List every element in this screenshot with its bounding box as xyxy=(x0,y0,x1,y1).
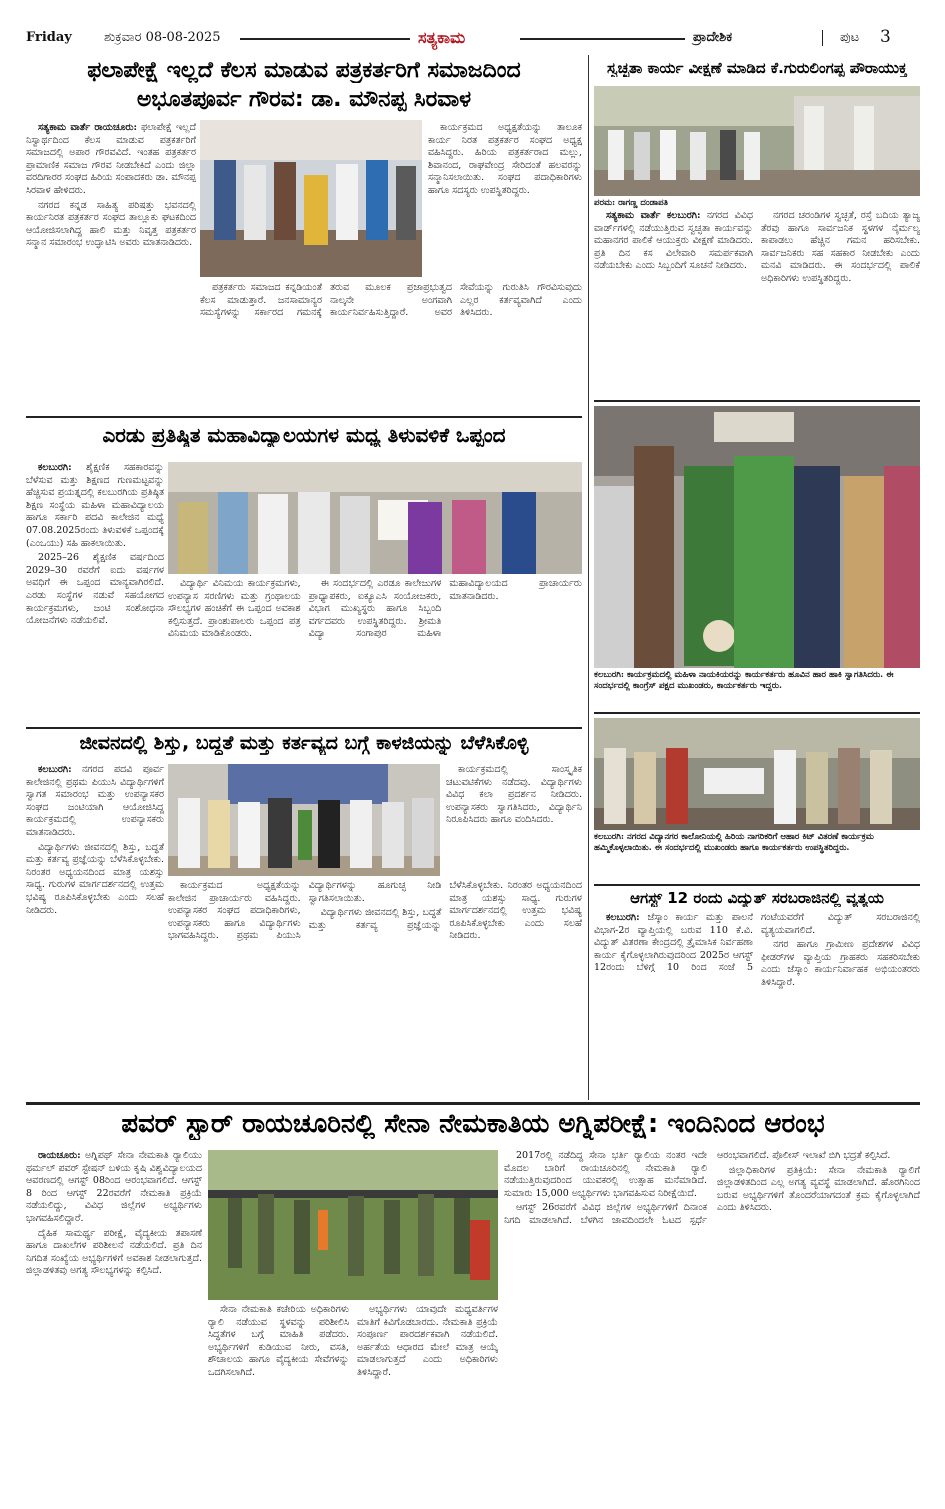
story3-headline: ಎರಡು ಪ್ರತಿಷ್ಠಿತ ಮಹಾವಿದ್ಯಾಲಯಗಳ ಮಧ್ಯ ತಿಳುವಳಿಕೆ ಒಪ್ಪಂದ xyxy=(102,424,506,447)
day-label: Friday xyxy=(26,30,72,45)
story1-column-left xyxy=(26,122,196,412)
story4-photo xyxy=(594,406,920,668)
story2-byline: ಸತ್ಯಕಾಮ ವಾರ್ತೆ ಕಲಬುರಗಿ: xyxy=(606,210,701,221)
story-divider xyxy=(594,712,920,714)
story1-column-right xyxy=(428,122,582,282)
story1-byline: ಸತ್ಯಕಾಮ ವಾರ್ತೆ ರಾಯಚೂರು: xyxy=(38,122,138,133)
masthead-rule-right xyxy=(520,38,685,40)
story2-headline: ಸ್ವಚ್ಛತಾ ಕಾರ್ಯ ವೀಕ್ಷಣೆ ಮಾಡಿದ ಕೆ.ಗುರುಲಿಂಗಪ್ಪ ಪೌರಾಯುಕ್ತ xyxy=(606,60,908,77)
story8-paragraph: ದೈಹಿಕ ಸಾಮರ್ಥ್ಯ ಪರೀಕ್ಷೆ, ವೈದ್ಯಕೀಯ ತಪಾಸಣೆ ಹಾಗೂ ದಾಖಲೆಗಳ ಪರಿಶೀಲನೆ ನಡೆಯಲಿದೆ. ಪ್ರತಿ ದಿನ ನಿಗದಿತ ಸಂಖ್ಯೆಯ ಅಭ್ಯರ್ಥಿಗಳಿಗೆ ಅವಕಾಶ ನೀಡಲಾಗುತ್ತದೆ. ಜಿಲ್ಲಾಡಳಿತವು ಅಗತ್ಯ ಸೌಲಭ್ಯಗಳನ್ನು ಕಲ್ಪಿಸಿದೆ. xyxy=(26,1227,202,1277)
story3-photo xyxy=(168,462,582,574)
story1-headline-line2: ಅಭೂತಪೂರ್ವ ಗೌರವ: ಡಾ. ಮೌನಪ್ಪ ಸಿರವಾಳ xyxy=(136,87,472,112)
story8-column-2 xyxy=(208,1304,498,1500)
story7-headline: ಆಗಸ್ಟ್ 12 ರಂದು ವಿದ್ಯುತ್ ಸರಬರಾಜಿನಲ್ಲಿ ವ್ಯತ್ಯಯ xyxy=(630,890,884,907)
story2-paragraph: ನಗರದ ಚರಂಡಿಗಳ ಸ್ವಚ್ಛತೆ, ರಸ್ತೆ ಬದಿಯ ತ್ಯಾಜ್ಯ ತೆರವು ಹಾಗೂ ಸಾರ್ವಜನಿಕ ಸ್ಥಳಗಳ ನೈರ್ಮಲ್ಯ ಕಾಪಾಡಲು ಹೆಚ್ಚಿನ ಗಮನ ಹರಿಸಬೇಕು. ಸಾರ್ವಜನಿಕರು ಸಹ ಸಹಕಾರ ನೀಡಬೇಕು ಎಂದು ಮನವಿ ಮಾಡಿದರು. ಈ ಸಂದರ್ಭದಲ್ಲಿ ಪಾಲಿಕೆ ಅಧಿಕಾರಿಗಳು ಉಪಸ್ಥಿತರಿದ್ದರು. xyxy=(761,210,920,284)
page-number: 3 xyxy=(880,27,891,47)
story3-paragraph: ಶೈಕ್ಷಣಿಕ ಸಹಕಾರವನ್ನು ಬೆಳೆಸುವ ಮತ್ತು ಶಿಕ್ಷಣದ ಗುಣಮಟ್ಟವನ್ನು ಹೆಚ್ಚಿಸುವ ಪ್ರಯತ್ನದಲ್ಲಿ ಕಲಬುರಗಿಯ ಪ್ರತಿಷ್ಠಿತ ಶಿಕ್ಷಣ ಸಂಸ್ಥೆಯ ಮಹಿಳಾ ಮಹಾವಿದ್ಯಾಲಯ ಹಾಗೂ ಸರ್ಕಾರಿ ಪದವಿ ಕಾಲೇಜಿನ ಮಧ್ಯೆ 07.08.2025ರಂದು ತಿಳುವಳಿಕೆ ಒಪ್ಪಂದಕ್ಕೆ (ಎಂಒಯು) ಸಹಿ ಹಾಕಲಾಯಿತು. xyxy=(26,462,164,549)
story8-byline: ರಾಯಚೂರು: xyxy=(38,1150,81,1161)
story-divider xyxy=(26,416,582,418)
story2-text xyxy=(594,210,920,396)
story2-photo xyxy=(594,86,920,196)
story3-paragraph: ಈ ಸಂದರ್ಭದಲ್ಲಿ ಎರಡೂ ಕಾಲೇಜುಗಳ ಪ್ರಾಧ್ಯಾಪಕರು, ಐಕ್ಯೂಎಸಿ ಸಂಯೋಜಕರು, ವಿಭಾಗ ಮುಖ್ಯಸ್ಥರು ಹಾಗೂ ಸಿಬ್ಬಂದಿ ವರ್ಗದವರು ಉಪಸ್ಥಿತರಿದ್ದರು. ಶ್ರೀಮತಿ ವಿದ್ಯಾ ಸಂಗಾಪುರ ಮಹಿಳಾ ಮಹಾವಿದ್ಯಾಲಯದ ಪ್ರಾಚಾರ್ಯರು ಮಾತನಾಡಿದರು. xyxy=(308,578,582,640)
story3-paragraph: ವಿದ್ಯಾರ್ಥಿ ವಿನಿಮಯ ಕಾರ್ಯಕ್ರಮಗಳು, ಉಪನ್ಯಾಸ ಸರಣಿಗಳು ಮತ್ತು ಗ್ರಂಥಾಲಯ ಸೌಲಭ್ಯಗಳ ಹಂಚಿಕೆಗೆ ಈ ಒಪ್ಪಂದ ಅವಕಾಶ ಕಲ್ಪಿಸುತ್ತದೆ. ಪ್ರಾಂಶುಪಾಲರು ಒಪ್ಪಂದ ಪತ್ರ ವಿನಿಮಯ ಮಾಡಿಕೊಂಡರು. xyxy=(168,578,301,640)
story8-paragraph: ಅಭ್ಯರ್ಥಿಗಳು ಯಾವುದೇ ಮಧ್ಯವರ್ತಿಗಳ ಮಾತಿಗೆ ಕಿವಿಗೊಡಬಾರದು. ನೇಮಕಾತಿ ಪ್ರಕ್ರಿಯೆ ಸಂಪೂರ್ಣ ಪಾರದರ್ಶಕವಾಗಿ ನಡೆಯಲಿದೆ. ಅರ್ಹತೆಯ ಆಧಾರದ ಮೇಲೆ ಮಾತ್ರ ಆಯ್ಕೆ ಮಾಡಲಾಗುತ್ತದೆ ಎಂದು ಅಧಿಕಾರಿಗಳು ತಿಳಿಸಿದ್ದಾರೆ. xyxy=(357,1304,498,1378)
story5-column-bottom xyxy=(168,880,582,1098)
story6-photo xyxy=(594,718,920,830)
story7-paragraph: ನಗರ ಹಾಗೂ ಗ್ರಾಮೀಣ ಪ್ರದೇಶಗಳ ವಿವಿಧ ಫೀಡರ್‌ಗಳ ವ್ಯಾಪ್ತಿಯ ಗ್ರಾಹಕರು ಸಹಕರಿಸಬೇಕು ಎಂದು ಜೆಸ್ಕಾಂ ಕಾರ್ಯನಿರ್ವಾಹಕ ಅಭಿಯಂತರರು ತಿಳಿಸಿದ್ದಾರೆ. xyxy=(761,939,920,988)
story5-column-right xyxy=(446,764,582,876)
story6-caption: ಕಲಬುರಗಿ: ನಗರದ ವಿದ್ಯಾನಗರ ಕಾಲೋನಿಯಲ್ಲಿ ಹಿರಿಯ ನಾಗರಿಕರಿಗೆ ಆಹಾರ ಕಿಟ್ ವಿತರಣೆ ಕಾರ್ಯಕ್ರಮ ಹಮ್ಮಿಕೊಳ್ಳಲಾಯಿತು. ಈ ಸಂದರ್ಭದಲ್ಲಿ ಮುಖಂಡರು ಹಾಗೂ ಕಾರ್ಯಕರ್ತರು ಉಪಸ್ಥಿತರಿದ್ದರು. xyxy=(594,832,874,853)
story8-paragraph: ಆಗಸ್ಟ್ 26ರವರೆಗೆ ವಿವಿಧ ಜಿಲ್ಲೆಗಳ ಅಭ್ಯರ್ಥಿಗಳಿಗೆ ದಿನಾಂಕ ನಿಗದಿ ಮಾಡಲಾಗಿದೆ. ಬೆಳಗಿನ ಜಾವದಿಂದಲೇ ಓಟದ ಸ್ಪರ್ಧೆ ಆರಂಭವಾಗಲಿದೆ. ಪೊಲೀಸ್ ಇಲಾಖೆ ಬಿಗಿ ಭದ್ರತೆ ಕಲ್ಪಿಸಿದೆ. xyxy=(504,1150,891,1226)
story3-column-bottom xyxy=(168,578,582,722)
story-divider xyxy=(26,727,582,729)
story1-headline-line1: ಫಲಾಪೇಕ್ಷೆ ಇಲ್ಲದೆ ಕೆಲಸ ಮಾಡುವ ಪತ್ರಕರ್ತರಿಗೆ ಸಮಾಜದಿಂದ xyxy=(87,58,521,83)
story7-paragraph: ಜೆಸ್ಕಾಂ ಕಾರ್ಯ ಮತ್ತು ಪಾಲನೆ ವಿಭಾಗ-2ರ ವ್ಯಾಪ್ತಿಯಲ್ಲಿ ಬರುವ 110 ಕೆ.ವಿ. ವಿದ್ಯುತ್ ವಿತರಣಾ ಕೇಂದ್ರದಲ್ಲಿ ತ್ರೈಮಾಸಿಕ ನಿರ್ವಹಣಾ ಕಾರ್ಯ ಕೈಗೊಳ್ಳಲಾಗಿರುವುದರಿಂದ 2025ರ ಆಗಸ್ಟ್ 12ರಂದು ಬೆಳಿಗ್ಗೆ 10 ರಿಂದ ಸಂಜೆ 5 ಗಂಟೆಯವರೆಗೆ ವಿದ್ಯುತ್ ಸರಬರಾಜಿನಲ್ಲಿ ವ್ಯತ್ಯಯವಾಗಲಿದೆ. xyxy=(594,912,920,974)
page-header xyxy=(0,0,945,52)
story1-paragraph: ಕಾರ್ಯಕ್ರಮದ ಅಧ್ಯಕ್ಷತೆಯನ್ನು ತಾಲೂಕ ಕಾರ್ಯ ನಿರತ ಪತ್ರಕರ್ತರ ಸಂಘದ ಅಧ್ಯಕ್ಷ ವಹಿಸಿದ್ದರು. ಹಿರಿಯ ಪತ್ರಕರ್ತರಾದ ಮಲ್ಲು, ಶಿವಾನಂದ, ರಾಘವೇಂದ್ರ ಸೇರಿದಂತೆ ಹಲವರನ್ನು ಸನ್ಮಾನಿಸಲಾಯಿತು. ಸಂಘದ ಪದಾಧಿಕಾರಿಗಳು ಹಾಗೂ ಸದಸ್ಯರು ಉಪಸ್ಥಿತರಿದ್ದರು. xyxy=(428,122,582,196)
story8-paragraph: ಜಿಲ್ಲಾಧಿಕಾರಿಗಳ ಪ್ರತಿಕ್ರಿಯೆ: ಸೇನಾ ನೇಮಕಾತಿ ರ‍್ಯಾಲಿಗೆ ಜಿಲ್ಲಾಡಳಿತದಿಂದ ಎಲ್ಲ ಅಗತ್ಯ ವ್ಯವಸ್ಥೆ ಮಾಡಲಾಗಿದೆ. ಹೊರಗಿನಿಂದ ಬರುವ ಅಭ್ಯರ್ಥಿಗಳಿಗೆ ತೊಂದರೆಯಾಗದಂತೆ ಕ್ರಮ ಕೈಗೊಳ್ಳಲಾಗಿದೆ ಎಂದು ತಿಳಿಸಿದರು. xyxy=(717,1164,920,1214)
story8-paragraph: ಸೇನಾ ನೇಮಕಾತಿ ಕಚೇರಿಯ ಅಧಿಕಾರಿಗಳು ರ‍್ಯಾಲಿ ನಡೆಯುವ ಸ್ಥಳವನ್ನು ಪರಿಶೀಲಿಸಿ ಸಿದ್ಧತೆಗಳ ಬಗ್ಗೆ ಮಾಹಿತಿ ಪಡೆದರು. ಅಭ್ಯರ್ಥಿಗಳಿಗೆ ಕುಡಿಯುವ ನೀರು, ವಸತಿ, ಶೌಚಾಲಯ ಹಾಗೂ ವೈದ್ಯಕೀಯ ಸೇವೆಗಳನ್ನು ಒದಗಿಸಲಾಗಿದೆ. xyxy=(208,1304,349,1378)
story1-paragraph: ನಗರದ ಕನ್ನಡ ಸಾಹಿತ್ಯ ಪರಿಷತ್ತು ಭವನದಲ್ಲಿ ಕಾರ್ಯನಿರತ ಪತ್ರಕರ್ತರ ಸಂಘದ ತಾಲ್ಲೂಕು ಘಟಕದಿಂದ ಆಯೋಜಿಸಲಾಗಿದ್ದ ಹಾಲಿ ಮತ್ತು ನಿವೃತ್ತ ಪತ್ರಕರ್ತರ ಸನ್ಮಾನ ಸಮಾರಂಭ ಉದ್ಘಾಟಿಸಿ ಅವರು ಮಾತನಾಡಿದರು. xyxy=(26,199,196,249)
story5-photo xyxy=(168,764,440,876)
story5-column-left xyxy=(26,764,164,1098)
story5-headline: ಜೀವನದಲ್ಲಿ ಶಿಸ್ತು, ಬದ್ಧತೆ ಮತ್ತು ಕರ್ತವ್ಯದ ಬಗ್ಗೆ ಕಾಳಜಿಯನ್ನು ಬೆಳೆಸಿಕೊಳ್ಳಿ xyxy=(79,733,529,754)
story3-paragraph: 2025–26 ಶೈಕ್ಷಣಿಕ ವರ್ಷದಿಂದ 2029–30 ರವರೆಗೆ ಐದು ವರ್ಷಗಳ ಅವಧಿಗೆ ಈ ಒಪ್ಪಂದ ಮಾನ್ಯವಾಗಿರಲಿದೆ. ಎರಡು ಸಂಸ್ಥೆಗಳ ನಡುವೆ ಸಹಯೋಗದ ಕಾರ್ಯಕ್ರಮಗಳು, ಜಂಟಿ ಸಂಶೋಧನಾ ಯೋಜನೆಗಳು ನಡೆಯಲಿವೆ. xyxy=(26,552,164,627)
story1-photo xyxy=(200,120,422,277)
story8-paragraph: ಅಗ್ನಿಪಥ್ ಸೇನಾ ನೇಮಕಾತಿ ರ‍್ಯಾಲಿಯು ಥರ್ಮಲ್ ಪವರ್ ಸ್ಟೇಷನ್ ಬಳಿಯ ಕೃಷಿ ವಿಶ್ವವಿದ್ಯಾಲಯದ ಆವರಣದಲ್ಲಿ ಆಗಸ್ಟ್ 08ರಿಂದ ಆರಂಭವಾಗಲಿದೆ. ಆಗಸ್ಟ್ 8 ರಿಂದ ಆಗಸ್ಟ್ 22ರವರೆಗೆ ನೇಮಕಾತಿ ಪ್ರಕ್ರಿಯೆ ನಡೆಯಲಿದ್ದು, ವಿವಿಧ ಜಿಲ್ಲೆಗಳ ಅಭ್ಯರ್ಥಿಗಳು ಭಾಗವಹಿಸಲಿದ್ದಾರೆ. xyxy=(26,1150,202,1224)
story-divider xyxy=(594,400,920,402)
story8-column-1 xyxy=(26,1150,202,1500)
masthead: ಸತ್ಯಕಾಮ xyxy=(418,28,466,47)
page-label: ಪುಟ xyxy=(840,30,860,45)
story5-paragraph: ನಗರದ ಪದವಿ ಪೂರ್ವ ಕಾಲೇಜಿನಲ್ಲಿ ಪ್ರಥಮ ಪಿಯುಸಿ ವಿದ್ಯಾರ್ಥಿಗಳಿಗೆ ಸ್ವಾಗತ ಸಮಾರಂಭ ಮತ್ತು ಉಪನ್ಯಾಸಕರ ಸಂಘದ ಜಂಟಿಯಾಗಿ ಆಯೋಜಿಸಿದ್ದ ಕಾರ್ಯಕ್ರಮದಲ್ಲಿ ಉಪನ್ಯಾಸಕರು ಮಾತನಾಡಿದರು. xyxy=(26,764,164,838)
story8-headline: ಪವರ್ ಸ್ಟಾರ್ ರಾಯಚೂರಿನಲ್ಲಿ ಸೇನಾ ನೇಮಕಾತಿಯ ಅಗ್ನಿಪರೀಕ್ಷೆ: ಇಂದಿನಿಂದ ಆರಂಭ xyxy=(121,1110,825,1139)
story5-byline: ಕಲಬುರಗಿ: xyxy=(38,764,72,775)
story7-byline: ಕಲಬುರಗಿ: xyxy=(606,912,640,923)
story3-column-left xyxy=(26,462,164,722)
story1-paragraph: ಪತ್ರಕರ್ತರು ಸಮಾಜದ ಕನ್ನಡಿಯಂತೆ ಕೆಲಸ ಮಾಡುತ್ತಾರೆ. ಜನಸಾಮಾನ್ಯರ ಸಮಸ್ಯೆಗಳನ್ನು ಸರ್ಕಾರದ ಗಮನಕ್ಕೆ ತರುವ ಮೂಲಕ ಪ್ರಜಾಪ್ರಭುತ್ವದ ನಾಲ್ಕನೇ ಅಂಗವಾಗಿ ಕಾರ್ಯನಿರ್ವಹಿಸುತ್ತಿದ್ದಾರೆ. ಅವರ ಸೇವೆಯನ್ನು ಗುರುತಿಸಿ ಗೌರವಿಸುವುದು ಎಲ್ಲರ ಕರ್ತವ್ಯವಾಗಿದೆ ಎಂದು ತಿಳಿಸಿದರು. xyxy=(200,282,582,319)
story-divider xyxy=(26,1102,920,1105)
story5-paragraph: ವಿದ್ಯಾರ್ಥಿಗಳು ಜೀವನದಲ್ಲಿ ಶಿಸ್ತು, ಬದ್ಧತೆ ಮತ್ತು ಕರ್ತವ್ಯ ಪ್ರಜ್ಞೆಯನ್ನು ಬೆಳೆಸಿಕೊಳ್ಳಬೇಕು. ನಿರಂತರ ಅಧ್ಯಯನದಿಂದ ಮಾತ್ರ ಯಶಸ್ಸು ಸಾಧ್ಯ. ಗುರುಗಳ ಮಾರ್ಗದರ್ಶನದಲ್ಲಿ ಉತ್ತಮ ಭವಿಷ್ಯ ರೂಪಿಸಿಕೊಳ್ಳಬೇಕು ಎಂದು ಸಲಹೆ ನೀಡಿದರು. xyxy=(26,841,164,916)
header-divider xyxy=(822,30,823,46)
story1-paragraph: ಫಲಾಪೇಕ್ಷೆ ಇಲ್ಲದೆ ನಿಸ್ವಾರ್ಥದಿಂದ ಕೆಲಸ ಮಾಡುವ ಪತ್ರಕರ್ತರಿಗೆ ಸಮಾಜದಲ್ಲಿ ಅಪಾರ ಗೌರವವಿದೆ. ಇಂತಹ ಪತ್ರಕರ್ತರ ಪ್ರಾಮಾಣಿಕ ಸಮಾಜ ಗೌರವ ನೀಡಬೇಕಿದೆ ಎಂದು ಜಿಲ್ಲಾ ವರದಿಗಾರರ ಸಂಘದ ಹಿರಿಯ ಸಂಪಾದಕರು ಡಾ. ಮೌನಪ್ಪ ಸಿರವಾಳ ಹೇಳಿದರು. xyxy=(26,122,196,196)
story5-paragraph: ವಿದ್ಯಾರ್ಥಿಗಳು ಜೀವನದಲ್ಲಿ ಶಿಸ್ತು, ಬದ್ಧತೆ ಮತ್ತು ಕರ್ತವ್ಯ ಪ್ರಜ್ಞೆಯನ್ನು ಬೆಳೆಸಿಕೊಳ್ಳಬೇಕು. ನಿರಂತರ ಅಧ್ಯಯನದಿಂದ ಮಾತ್ರ ಯಶಸ್ಸು ಸಾಧ್ಯ. ಗುರುಗಳ ಮಾರ್ಗದರ್ಶನದಲ್ಲಿ ಉತ್ತಮ ಭವಿಷ್ಯ ರೂಪಿಸಿಕೊಳ್ಳಬೇಕು ಎಂದು ಸಲಹೆ ನೀಡಿದರು. xyxy=(308,880,582,942)
masthead-rule-left xyxy=(240,38,410,40)
date-label: ಶುಕ್ರವಾರ 08-08-2025 xyxy=(104,30,221,45)
story5-paragraph: ಕಾರ್ಯಕ್ರಮದ ಅಧ್ಯಕ್ಷತೆಯನ್ನು ಕಾಲೇಜಿನ ಪ್ರಾಚಾರ್ಯರು ವಹಿಸಿದ್ದರು. ಉಪನ್ಯಾಸಕರ ಸಂಘದ ಪದಾಧಿಕಾರಿಗಳು, ಉಪನ್ಯಾಸಕರು ಹಾಗೂ ವಿದ್ಯಾರ್ಥಿಗಳು ಭಾಗವಹಿಸಿದ್ದರು. ಪ್ರಥಮ ಪಿಯುಸಿ ವಿದ್ಯಾರ್ಥಿಗಳನ್ನು ಹೂಗುಚ್ಛ ನೀಡಿ ಸ್ವಾಗತಿಸಲಾಯಿತು. xyxy=(168,880,442,942)
story3-byline: ಕಲಬುರಗಿ: xyxy=(38,462,72,473)
column-rule xyxy=(588,55,589,1100)
story-divider xyxy=(594,884,920,886)
story8-column-3 xyxy=(504,1150,920,1500)
story4-caption: ಕಲಬುರಗಿ: ಕಾರ್ಯಕ್ರಮದಲ್ಲಿ ಮಹಿಳಾ ನಾಯಕಿಯರನ್ನು ಕಾರ್ಯಕರ್ತರು ಹೂವಿನ ಹಾರ ಹಾಕಿ ಸ್ವಾಗತಿಸಿದರು. ಈ ಸಂದರ್ಭದಲ್ಲಿ ಕಾಂಗ್ರೆಸ್ ಪಕ್ಷದ ಮುಖಂಡರು, ಕಾರ್ಯಕರ್ತರು ಇದ್ದರು. xyxy=(594,670,894,691)
story2-caption: ಪರಮ: ರಾಗಣ್ಣ ದಂಡಾಪತಿ xyxy=(594,198,669,208)
section-label: ಪ್ರಾದೇಶಿಕ xyxy=(693,30,733,45)
story8-paragraph: 2017ರಲ್ಲಿ ನಡೆದಿದ್ದ ಸೇನಾ ಭರ್ತಿ ರ‍್ಯಾಲಿಯ ನಂತರ ಇದೇ ಮೊದಲ ಬಾರಿಗೆ ರಾಯಚೂರಿನಲ್ಲಿ ನೇಮಕಾತಿ ರ‍್ಯಾಲಿ ನಡೆಯುತ್ತಿರುವುದರಿಂದ ಯುವಕರಲ್ಲಿ ಉತ್ಸಾಹ ಮನೆಮಾಡಿದೆ. ಸುಮಾರು 15,000 ಅಭ್ಯರ್ಥಿಗಳು ಭಾಗವಹಿಸುವ ನಿರೀಕ್ಷೆಯಿದೆ. xyxy=(504,1150,707,1199)
story1-column-bottom xyxy=(200,282,582,410)
story8-photo xyxy=(208,1150,498,1300)
story7-text xyxy=(594,912,920,1098)
story2-paragraph: ನಗರದ ವಿವಿಧ ವಾರ್ಡ್‌ಗಳಲ್ಲಿ ನಡೆಯುತ್ತಿರುವ ಸ್ವಚ್ಛತಾ ಕಾರ್ಯವನ್ನು ಮಹಾನಗರ ಪಾಲಿಕೆ ಆಯುಕ್ತರು ವೀಕ್ಷಣೆ ಮಾಡಿದರು. ಪ್ರತಿ ದಿನ ಕಸ ವಿಲೇವಾರಿ ಸಮರ್ಪಕವಾಗಿ ನಡೆಯಬೇಕು ಎಂದು ಸಿಬ್ಬಂದಿಗೆ ಸೂಚನೆ ನೀಡಿದರು. xyxy=(594,210,753,272)
story5-paragraph: ಕಾರ್ಯಕ್ರಮದಲ್ಲಿ ಸಾಂಸ್ಕೃತಿಕ ಚಟುವಟಿಕೆಗಳು ನಡೆದವು. ವಿದ್ಯಾರ್ಥಿಗಳು ವಿವಿಧ ಕಲಾ ಪ್ರದರ್ಶನ ನೀಡಿದರು. ಉಪನ್ಯಾಸಕರು ಸ್ವಾಗತಿಸಿದರು, ವಿದ್ಯಾರ್ಥಿನಿ ನಿರೂಪಿಸಿದರು ಹಾಗೂ ವಂದಿಸಿದರು. xyxy=(446,764,582,826)
